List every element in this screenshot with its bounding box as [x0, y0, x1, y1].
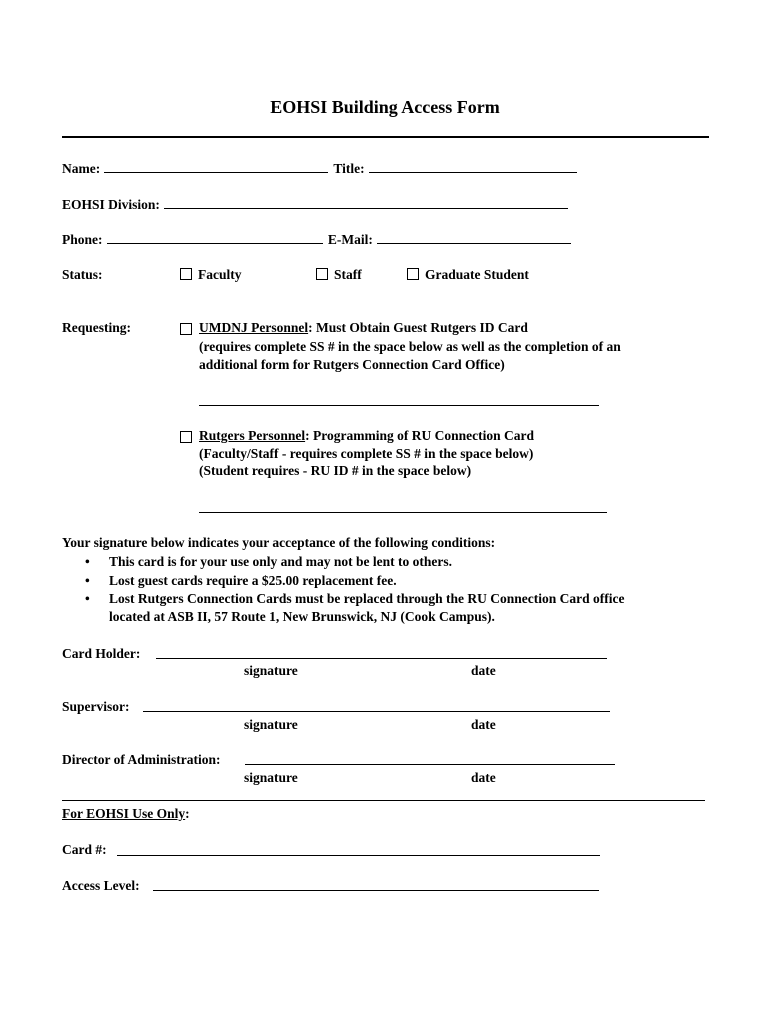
name-title-row: [62, 160, 579, 177]
page-title: EOHSI Building Access Form: [270, 97, 500, 117]
rutgers-heading: Rutgers Personnel: [199, 428, 306, 443]
title-field[interactable]: [369, 160, 577, 173]
status-label: Status:: [62, 267, 103, 282]
card-holder-label: Card Holder:: [62, 646, 141, 661]
umdnj-rest: : Must Obtain Guest Rutgers ID Card: [308, 320, 528, 335]
director-signature-caption: signature: [244, 770, 298, 785]
graduate-student-checkbox[interactable]: [407, 268, 419, 280]
office-use-heading-colon: :: [185, 806, 190, 821]
office-use-heading: [62, 806, 190, 822]
supervisor-signature-caption: signature: [244, 717, 298, 732]
status-option-staff[interactable]: [316, 267, 362, 283]
umdnj-option-line2: (requires complete SS # in the space below as well as the completion of an: [199, 339, 621, 354]
condition-item: • Lost Rutgers Connection Cards must be replaced through the RU Connection Card office: [85, 590, 625, 609]
division-label: EOHSI Division:: [62, 197, 160, 212]
name-label: Name:: [62, 161, 101, 176]
supervisor-signature-field[interactable]: [143, 711, 610, 712]
office-use-divider: [62, 800, 705, 801]
condition-item: • This card is for your use only and may not be lent to others.: [85, 553, 625, 572]
requesting-label: Requesting:: [62, 320, 132, 335]
title-divider: [62, 136, 709, 138]
umdnj-checkbox[interactable]: [180, 322, 198, 338]
umdnj-option-line1: [199, 320, 528, 336]
supervisor-label: Supervisor:: [62, 699, 130, 714]
director-label: Director of Administration:: [62, 752, 221, 767]
phone-field[interactable]: [107, 231, 323, 244]
rutgers-id-field[interactable]: [199, 512, 607, 513]
conditions-intro: Your signature below indicates your acceptance of the following conditions:: [62, 535, 496, 550]
division-row: [62, 196, 570, 213]
supervisor-date-caption: date: [471, 717, 496, 732]
email-label: E-Mail:: [327, 232, 373, 247]
card-number-label: Card #:: [62, 842, 107, 857]
card-holder-date-caption: date: [471, 663, 496, 678]
card-holder-signature-field[interactable]: [156, 658, 607, 659]
graduate-student-label: Graduate Student: [425, 267, 529, 282]
rutgers-option-line3: (Student requires - RU ID # in the space below): [199, 463, 472, 478]
conditions-list: [85, 553, 625, 609]
phone-email-row: [62, 231, 573, 248]
rutgers-option-line2: (Faculty/Staff - requires complete SS # in the space below): [199, 446, 534, 461]
status-option-graduate-student[interactable]: [407, 267, 529, 283]
umdnj-option-line3: additional form for Rutgers Connection Card Office): [199, 357, 505, 372]
condition-item: • Lost guest cards require a $25.00 replacement fee.: [85, 572, 625, 591]
rutgers-option-line1: [199, 428, 534, 444]
director-signature-field[interactable]: [245, 764, 615, 765]
card-holder-signature-caption: signature: [244, 663, 298, 678]
status-option-faculty[interactable]: [180, 267, 242, 283]
umdnj-ss-field[interactable]: [199, 405, 599, 406]
staff-checkbox[interactable]: [316, 268, 328, 280]
rutgers-rest: : Programming of RU Connection Card: [305, 428, 534, 443]
rutgers-checkbox[interactable]: [180, 430, 198, 446]
umdnj-heading: UMDNJ Personnel: [199, 320, 309, 335]
condition-item-continued: located at ASB II, 57 Route 1, New Brunswick, NJ (Cook Campus).: [109, 609, 495, 624]
office-use-heading-text: For EOHSI Use Only: [62, 806, 186, 821]
name-field[interactable]: [104, 160, 328, 173]
card-number-field[interactable]: [117, 855, 600, 856]
phone-label: Phone:: [62, 232, 103, 247]
division-field[interactable]: [164, 196, 568, 209]
director-date-caption: date: [471, 770, 496, 785]
access-level-field[interactable]: [153, 890, 599, 891]
faculty-checkbox[interactable]: [180, 268, 192, 280]
title-label: Title:: [333, 161, 365, 176]
staff-label: Staff: [334, 267, 362, 282]
email-field[interactable]: [377, 231, 571, 244]
access-level-label: Access Level:: [62, 878, 140, 893]
faculty-label: Faculty: [198, 267, 242, 282]
